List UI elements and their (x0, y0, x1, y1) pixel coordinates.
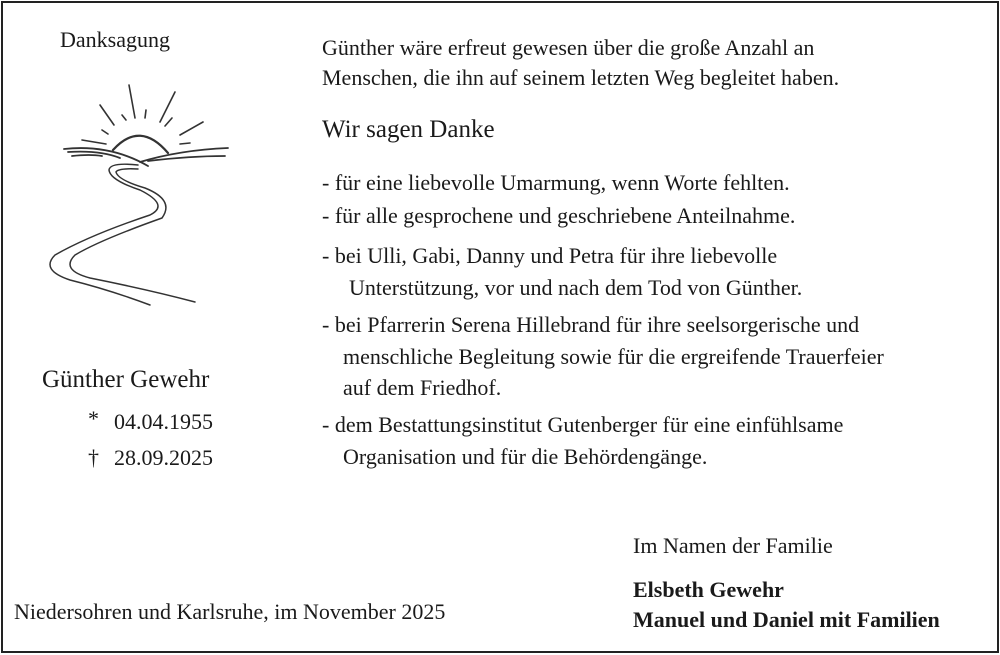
family-intro: Im Namen der Familie (633, 533, 833, 558)
thanks-heading: Wir sagen Danke (322, 116, 495, 143)
thanks-item: - für alle gesprochene und geschriebene Anteilnahme. (322, 203, 796, 228)
deceased-name: Günther Gewehr (42, 366, 210, 393)
sunrise-path-illustration (30, 70, 230, 310)
thanks-item-cont: Organisation und für die Behördengänge. (343, 444, 708, 469)
place-and-date: Niedersohren und Karlsruhe, im November 2025 (14, 599, 446, 624)
intro-line: Günther wäre erfreut gewesen über die große Anzahl an (322, 35, 815, 60)
death-symbol: † (88, 445, 99, 470)
thanks-item: - für eine liebevolle Umarmung, wenn Worte fehlten. (322, 170, 790, 195)
thanks-item: - dem Bestattungsinstitut Gutenberger für eine einfühlsame (322, 412, 844, 437)
death-date: 28.09.2025 (114, 445, 213, 470)
thanks-item: - bei Ulli, Gabi, Danny und Petra für ihre liebevolle (322, 243, 778, 268)
signature: Manuel und Daniel mit Familien (633, 607, 940, 632)
birth-date: 04.04.1955 (114, 409, 213, 434)
birth-symbol: * (88, 406, 99, 431)
thanks-item-cont: Unterstützung, vor und nach dem Tod von Günther. (349, 275, 803, 300)
signature: Elsbeth Gewehr (633, 577, 784, 602)
thanks-item-cont: auf dem Friedhof. (343, 375, 502, 400)
thanks-item-cont: menschliche Begleitung sowie für die ergreifende Trauerfeier (343, 344, 884, 369)
thanks-item: - bei Pfarrerin Serena Hillebrand für ihre seelsorgerische und (322, 312, 860, 337)
heading-danksagung: Danksagung (60, 27, 170, 52)
intro-line: Menschen, die ihn auf seinem letzten Weg begleitet haben. (322, 65, 840, 90)
